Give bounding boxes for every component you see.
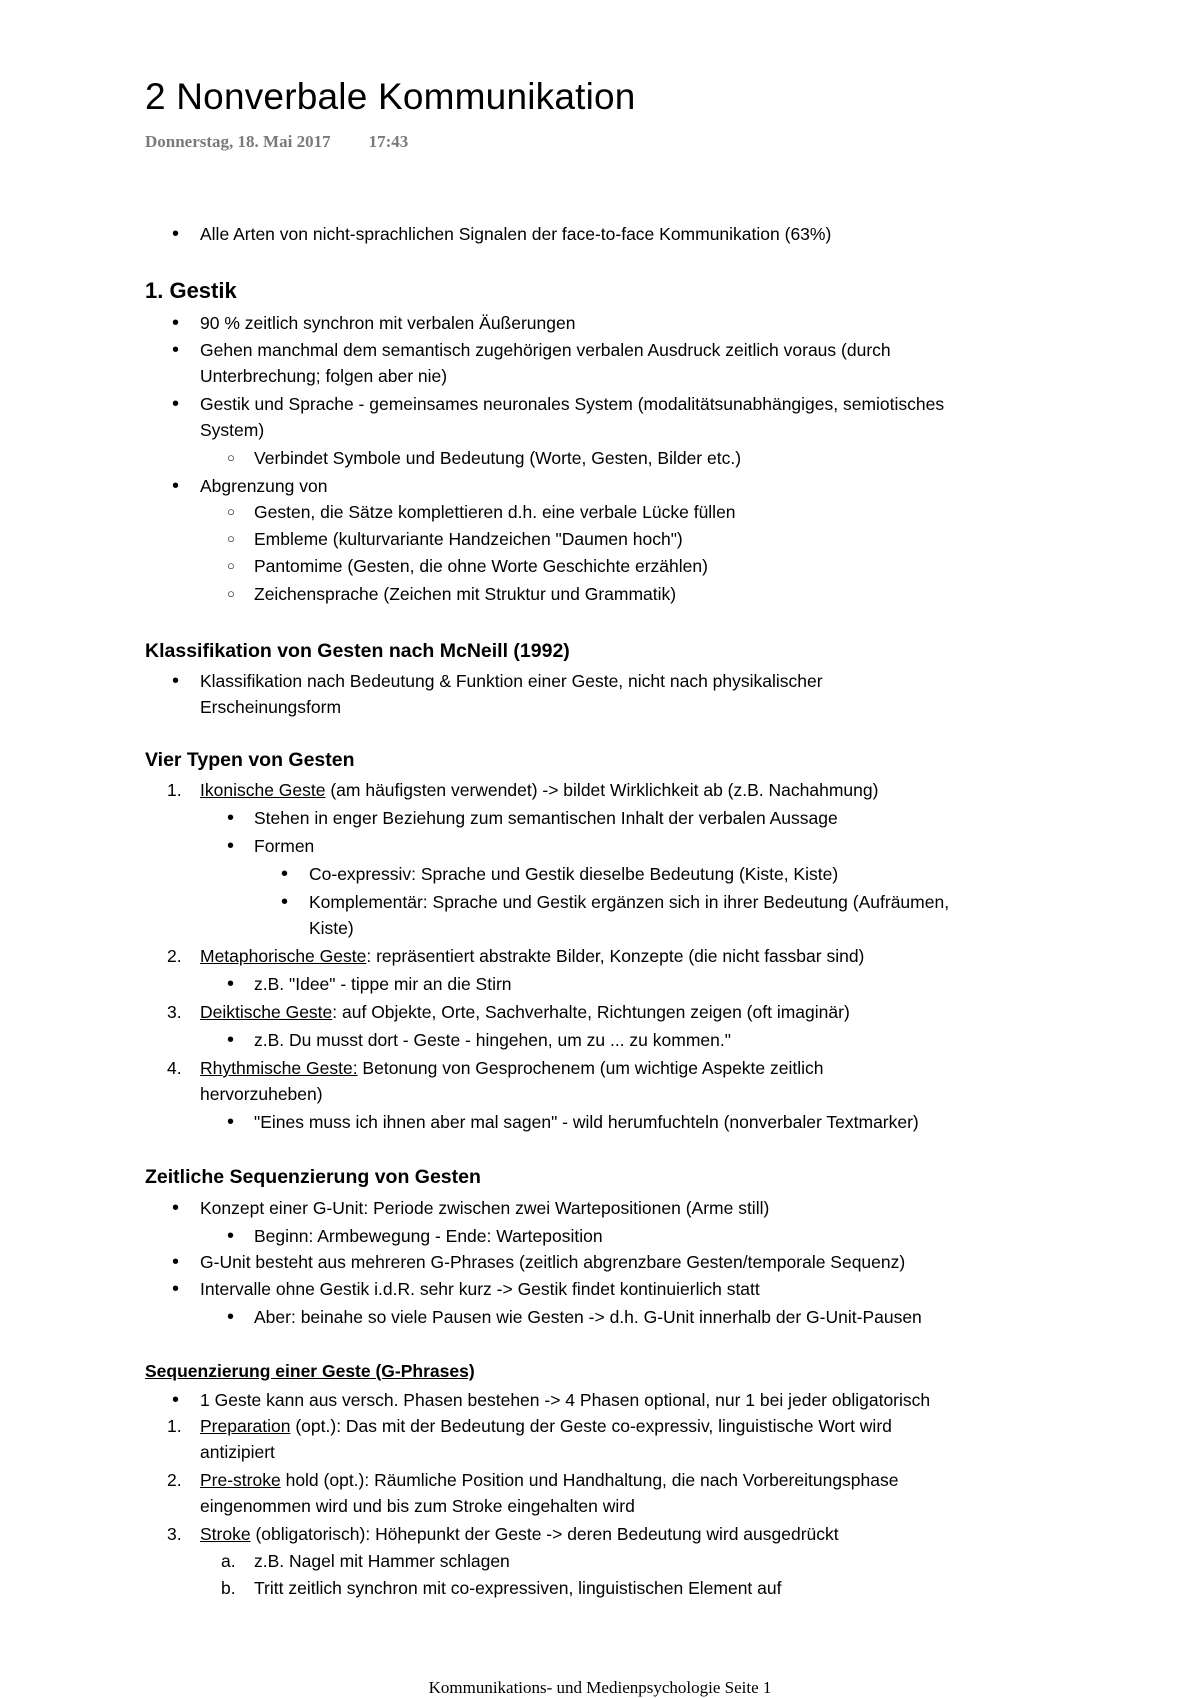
list-subitem: Beginn: Armbewegung - Ende: Warteposition [254, 1226, 603, 1246]
bullet-icon: • [172, 670, 180, 692]
list-item: Intervalle ohne Gestik i.d.R. sehr kurz -> Gestik findet kontinuierlich statt [200, 1279, 760, 1299]
page-title: 2 Nonverbale Kommunikation [145, 76, 636, 117]
list-item: Gehen manchmal dem semantisch zugehörigen verbalen Ausdruck zeitlich voraus (durch [200, 340, 891, 360]
list-number: 2. [167, 1470, 182, 1490]
list-subitem: z.B. Du musst dort - Geste - hingehen, um zu ... zu kommen." [254, 1030, 731, 1050]
bullet-icon: • [227, 1111, 235, 1133]
page-timestamp [145, 132, 408, 152]
section-heading-gestik: 1. Gestik [145, 278, 237, 303]
term: Preparation [200, 1416, 291, 1436]
bullet-icon: • [172, 1278, 180, 1300]
term: Rhythmische Geste: [200, 1058, 358, 1078]
bullet-icon: • [227, 807, 235, 829]
list-item: Klassifikation nach Bedeutung & Funktion einer Geste, nicht nach physikalischer [200, 671, 823, 691]
bullet-icon: • [227, 1225, 235, 1247]
page-footer: Kommunikations- und Medienpsychologie Seite 1 [428, 1678, 772, 1697]
page-time: 17:43 [368, 132, 409, 151]
bullet-icon: • [172, 1197, 180, 1219]
term-description: Betonung von Gesprochenem (um wichtige Aspekte zeitlich [357, 1058, 824, 1078]
list-number: 2. [167, 946, 182, 966]
list-number: 1. [167, 780, 182, 800]
list-subitem: Tritt zeitlich synchron mit co-expressiven, linguistischen Element auf [254, 1578, 782, 1598]
term-description: hold (opt.): Räumliche Position und Handhaltung, die nach Vorbereitungsphase [280, 1470, 899, 1490]
bullet-icon: • [227, 835, 235, 857]
circle-bullet-icon: ○ [227, 504, 235, 519]
page-date: Donnerstag, 18. Mai 2017 [145, 132, 331, 151]
list-subitem: Gesten, die Sätze komplettieren d.h. eine verbale Lücke füllen [254, 502, 736, 522]
list-subitem: "Eines muss ich ihnen aber mal sagen" - wild herumfuchteln (nonverbaler Textmarker) [254, 1112, 919, 1132]
numbered-item [200, 944, 864, 968]
list-number: 1. [167, 1416, 182, 1436]
list-item-continuation: hervorzuheben) [200, 1084, 323, 1104]
list-subitem: z.B. Nagel mit Hammer schlagen [254, 1551, 510, 1571]
numbered-item [200, 1522, 839, 1546]
term: Stroke [200, 1524, 251, 1544]
list-subsubitem: Co-expressiv: Sprache und Gestik dieselbe Bedeutung (Kiste, Kiste) [309, 864, 839, 884]
list-subitem: Stehen in enger Beziehung zum semantischen Inhalt der verbalen Aussage [254, 808, 838, 828]
list-item: G-Unit besteht aus mehreren G-Phrases (zeitlich abgrenzbare Gesten/temporale Sequenz) [200, 1252, 906, 1272]
list-subitem: Pantomime (Gesten, die ohne Worte Geschichte erzählen) [254, 556, 708, 576]
numbered-item [200, 1000, 850, 1024]
circle-bullet-icon: ○ [227, 450, 235, 465]
list-item-continuation: antizipiert [200, 1442, 275, 1462]
term-description: : repräsentiert abstrakte Bilder, Konzepte (die nicht fassbar sind) [366, 946, 865, 966]
list-subitem: Embleme (kulturvariante Handzeichen "Daumen hoch") [254, 529, 683, 549]
bullet-icon: • [227, 973, 235, 995]
term: Ikonische Geste [200, 780, 326, 800]
term: Deiktische Geste [200, 1002, 333, 1022]
section-heading-klassifikation: Klassifikation von Gesten nach McNeill (1992) [145, 640, 570, 662]
numbered-item [200, 778, 878, 802]
section-heading-zeitliche-sequenzierung: Zeitliche Sequenzierung von Gesten [145, 1166, 481, 1188]
numbered-item [200, 1414, 892, 1438]
list-item-continuation: eingenommen wird und bis zum Stroke eingehalten wird [200, 1496, 635, 1516]
bullet-icon: • [172, 393, 180, 415]
circle-bullet-icon: ○ [227, 586, 235, 601]
section-heading-vier-typen: Vier Typen von Gesten [145, 749, 355, 771]
term-description: : auf Objekte, Orte, Sachverhalte, Richtungen zeigen (oft imaginär) [332, 1002, 850, 1022]
section-heading-g-phrases: Sequenzierung einer Geste (G-Phrases) [145, 1361, 475, 1381]
bullet-icon: • [172, 1251, 180, 1273]
list-item: Gestik und Sprache - gemeinsames neuronales System (modalitätsunabhängiges, semiotisches [200, 394, 945, 414]
bullet-icon: • [281, 863, 289, 885]
list-subitem: z.B. "Idee" - tippe mir an die Stirn [254, 974, 512, 994]
list-subsubitem: Komplementär: Sprache und Gestik ergänzen sich in ihrer Bedeutung (Aufräumen, [309, 892, 950, 912]
bullet-icon: • [172, 312, 180, 334]
list-subitem: Aber: beinahe so viele Pausen wie Gesten -> d.h. G-Unit innerhalb der G-Unit-Pausen [254, 1307, 922, 1327]
numbered-item [200, 1468, 898, 1492]
list-item: Konzept einer G-Unit: Periode zwischen zwei Wartepositionen (Arme still) [200, 1198, 770, 1218]
list-number: 3. [167, 1002, 182, 1022]
bullet-icon: • [172, 339, 180, 361]
list-item: 90 % zeitlich synchron mit verbalen Äußerungen [200, 313, 576, 333]
list-item: 1 Geste kann aus versch. Phasen bestehen -> 4 Phasen optional, nur 1 bei jeder obligatorisch [200, 1390, 931, 1410]
term: Pre-stroke [200, 1470, 281, 1490]
term: Metaphorische Geste [200, 946, 367, 966]
intro-text: Alle Arten von nicht-sprachlichen Signalen der face-to-face Kommunikation (63%) [200, 224, 832, 244]
bullet-icon: • [172, 475, 180, 497]
list-letter: b. [221, 1578, 236, 1598]
bullet-icon: • [172, 223, 180, 245]
list-subitem: Verbindet Symbole und Bedeutung (Worte, Gesten, Bilder etc.) [254, 448, 742, 468]
list-item-continuation: System) [200, 420, 265, 440]
list-letter: a. [221, 1551, 236, 1571]
list-number: 4. [167, 1058, 182, 1078]
numbered-item [200, 1056, 824, 1080]
term-description: (opt.): Das mit der Bedeutung der Geste co-expressiv, linguistische Wort wird [290, 1416, 892, 1436]
list-subitem: Formen [254, 836, 315, 856]
list-item: Abgrenzung von [200, 476, 328, 496]
list-subitem: Zeichensprache (Zeichen mit Struktur und Grammatik) [254, 584, 677, 604]
bullet-icon: • [227, 1029, 235, 1051]
bullet-icon: • [172, 1389, 180, 1411]
term-description: (obligatorisch): Höhepunkt der Geste -> deren Bedeutung wird ausgedrückt [250, 1524, 839, 1544]
list-item-continuation: Erscheinungsform [200, 697, 342, 717]
term-description: (am häufigsten verwendet) -> bildet Wirklichkeit ab (z.B. Nachahmung) [325, 780, 879, 800]
list-item-continuation: Kiste) [309, 918, 354, 938]
bullet-icon: • [281, 891, 289, 913]
circle-bullet-icon: ○ [227, 531, 235, 546]
bullet-icon: • [227, 1306, 235, 1328]
circle-bullet-icon: ○ [227, 558, 235, 573]
list-item-continuation: Unterbrechung; folgen aber nie) [200, 366, 448, 386]
list-number: 3. [167, 1524, 182, 1544]
